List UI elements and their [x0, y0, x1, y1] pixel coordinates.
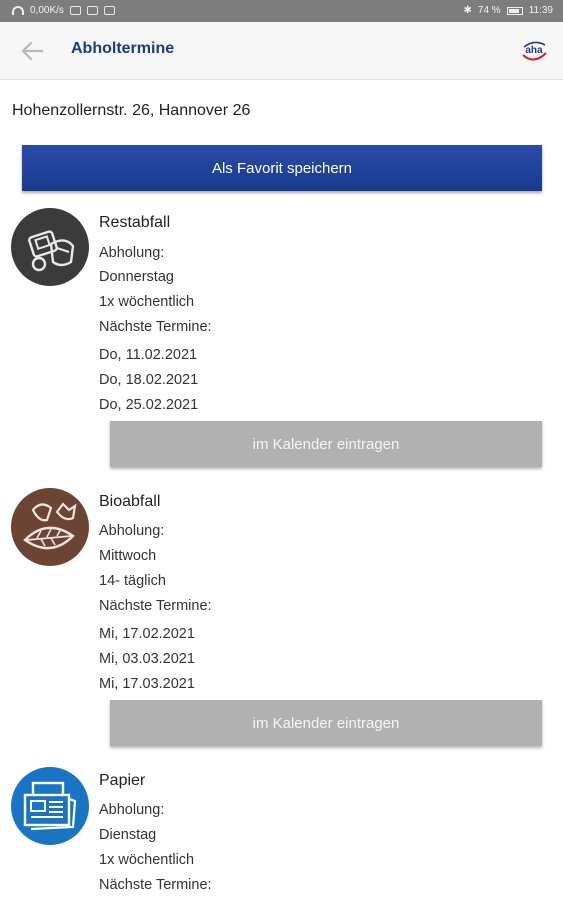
- add-to-calendar-button[interactable]: im Kalender eintragen: [110, 421, 542, 467]
- bluetooth-icon: ✱: [463, 5, 472, 16]
- next-date: Do, 18.02.2021: [99, 372, 199, 388]
- next-date: Do, 11.02.2021: [99, 347, 198, 363]
- trash-bag-icon: [11, 208, 89, 286]
- pickup-frequency: 1x wöchentlich: [99, 294, 195, 310]
- mail-icon: [87, 6, 98, 15]
- back-button[interactable]: [18, 36, 48, 66]
- pickup-label: Abholung:: [99, 802, 165, 818]
- waste-type-name: Papier: [99, 772, 146, 789]
- logo-text: aha: [525, 45, 543, 56]
- clock: 11:39: [528, 5, 553, 16]
- next-date: Mi, 17.03.2021: [99, 676, 195, 692]
- pickup-day: Mittwoch: [99, 548, 157, 564]
- battery-icon: [507, 7, 523, 15]
- next-dates-label: Nächste Termine:: [99, 598, 212, 614]
- aha-logo: [519, 35, 549, 65]
- pickup-label: Abholung:: [99, 523, 165, 539]
- waste-type-name: Bioabfall: [99, 493, 161, 510]
- wifi-icon: [12, 6, 24, 15]
- save-favorite-button[interactable]: Als Favorit speichern: [22, 145, 542, 191]
- next-date: Mi, 17.02.2021: [99, 626, 195, 642]
- address-text: Hohenzollernstr. 26, Hannover 26: [12, 102, 251, 119]
- next-date: Mi, 03.03.2021: [99, 651, 195, 667]
- next-dates-label: Nächste Termine:: [99, 877, 212, 893]
- page-title: Abholtermine: [71, 40, 175, 57]
- arrow-left-icon: [18, 36, 48, 66]
- next-dates-label: Nächste Termine:: [99, 319, 212, 335]
- notification-icon: [70, 6, 81, 15]
- leaf-icon: [11, 488, 89, 566]
- network-speed: 0,00K/s: [30, 5, 64, 16]
- waste-type-name: Restabfall: [99, 214, 171, 231]
- battery-percent: 74 %: [477, 5, 501, 16]
- status-bar: [0, 0, 563, 22]
- pickup-day: Donnerstag: [99, 269, 174, 285]
- app-bar: [0, 22, 563, 80]
- newspaper-icon: [11, 767, 89, 845]
- pickup-frequency: 14- täglich: [99, 573, 166, 589]
- pickup-day: Dienstag: [99, 827, 157, 843]
- next-date: Do, 25.02.2021: [99, 397, 199, 413]
- pickup-frequency: 1x wöchentlich: [99, 852, 195, 868]
- add-to-calendar-button[interactable]: im Kalender eintragen: [110, 700, 542, 746]
- pickup-label: Abholung:: [99, 245, 165, 261]
- message-icon: [104, 6, 115, 15]
